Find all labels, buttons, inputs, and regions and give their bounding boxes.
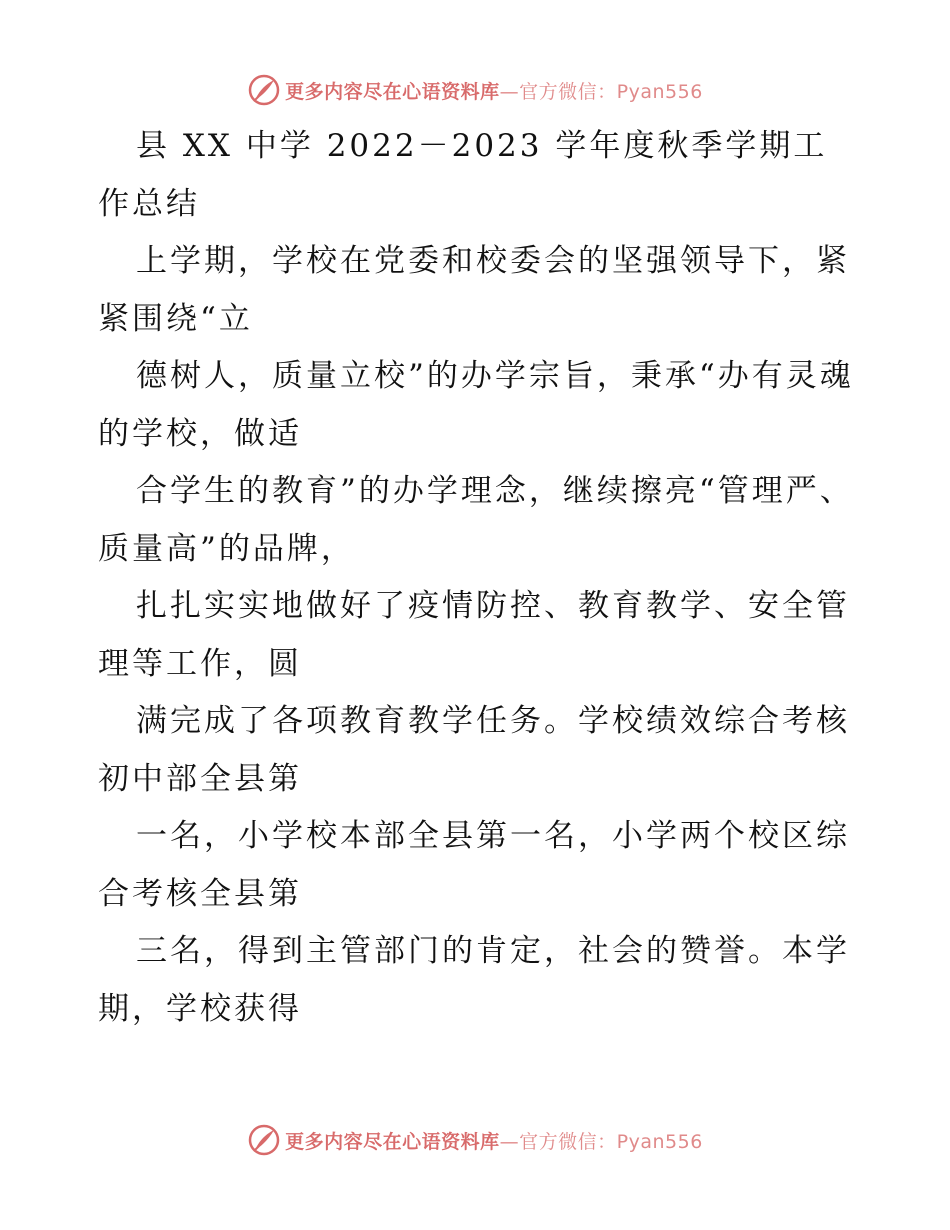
quill-logo-icon (247, 1123, 281, 1157)
footer-watermark (0, 1120, 950, 1160)
paragraph-6: 一名，小学校本部全县第一名，小学两个校区综合考核全县第 (98, 818, 850, 912)
paragraph-7: 三名，得到主管部门的肯定，社会的赞誉。本学期，学校获得 (98, 933, 850, 1027)
document-body (98, 118, 858, 1038)
paragraph-2: 德树人，质量立校”的办学宗旨，秉承“办有灵魂的学校，做适 (98, 358, 854, 452)
paragraph-5: 满完成了各项教育教学任务。学校绩效综合考核初中部全县第 (98, 703, 850, 797)
paragraph-1: 上学期，学校在党委和校委会的坚强领导下，紧紧围绕“立 (98, 243, 850, 337)
paragraph-3: 合学生的教育”的办学理念，继续擦亮“管理严、质量高”的品牌， (98, 473, 854, 567)
paragraph-4: 扎扎实实地做好了疫情防控、教育教学、安全管理等工作，圆 (98, 588, 850, 682)
header-watermark (0, 70, 950, 110)
watermark-text: 更多内容尽在心语资料库—官方微信：Pyan556 (285, 1130, 703, 1153)
watermark-text: 更多内容尽在心语资料库—官方微信：Pyan556 (285, 80, 703, 103)
document-title: 县 XX 中学 2022－2023 学年度秋季学期工作总结 (98, 128, 828, 222)
quill-logo-icon (247, 73, 281, 107)
